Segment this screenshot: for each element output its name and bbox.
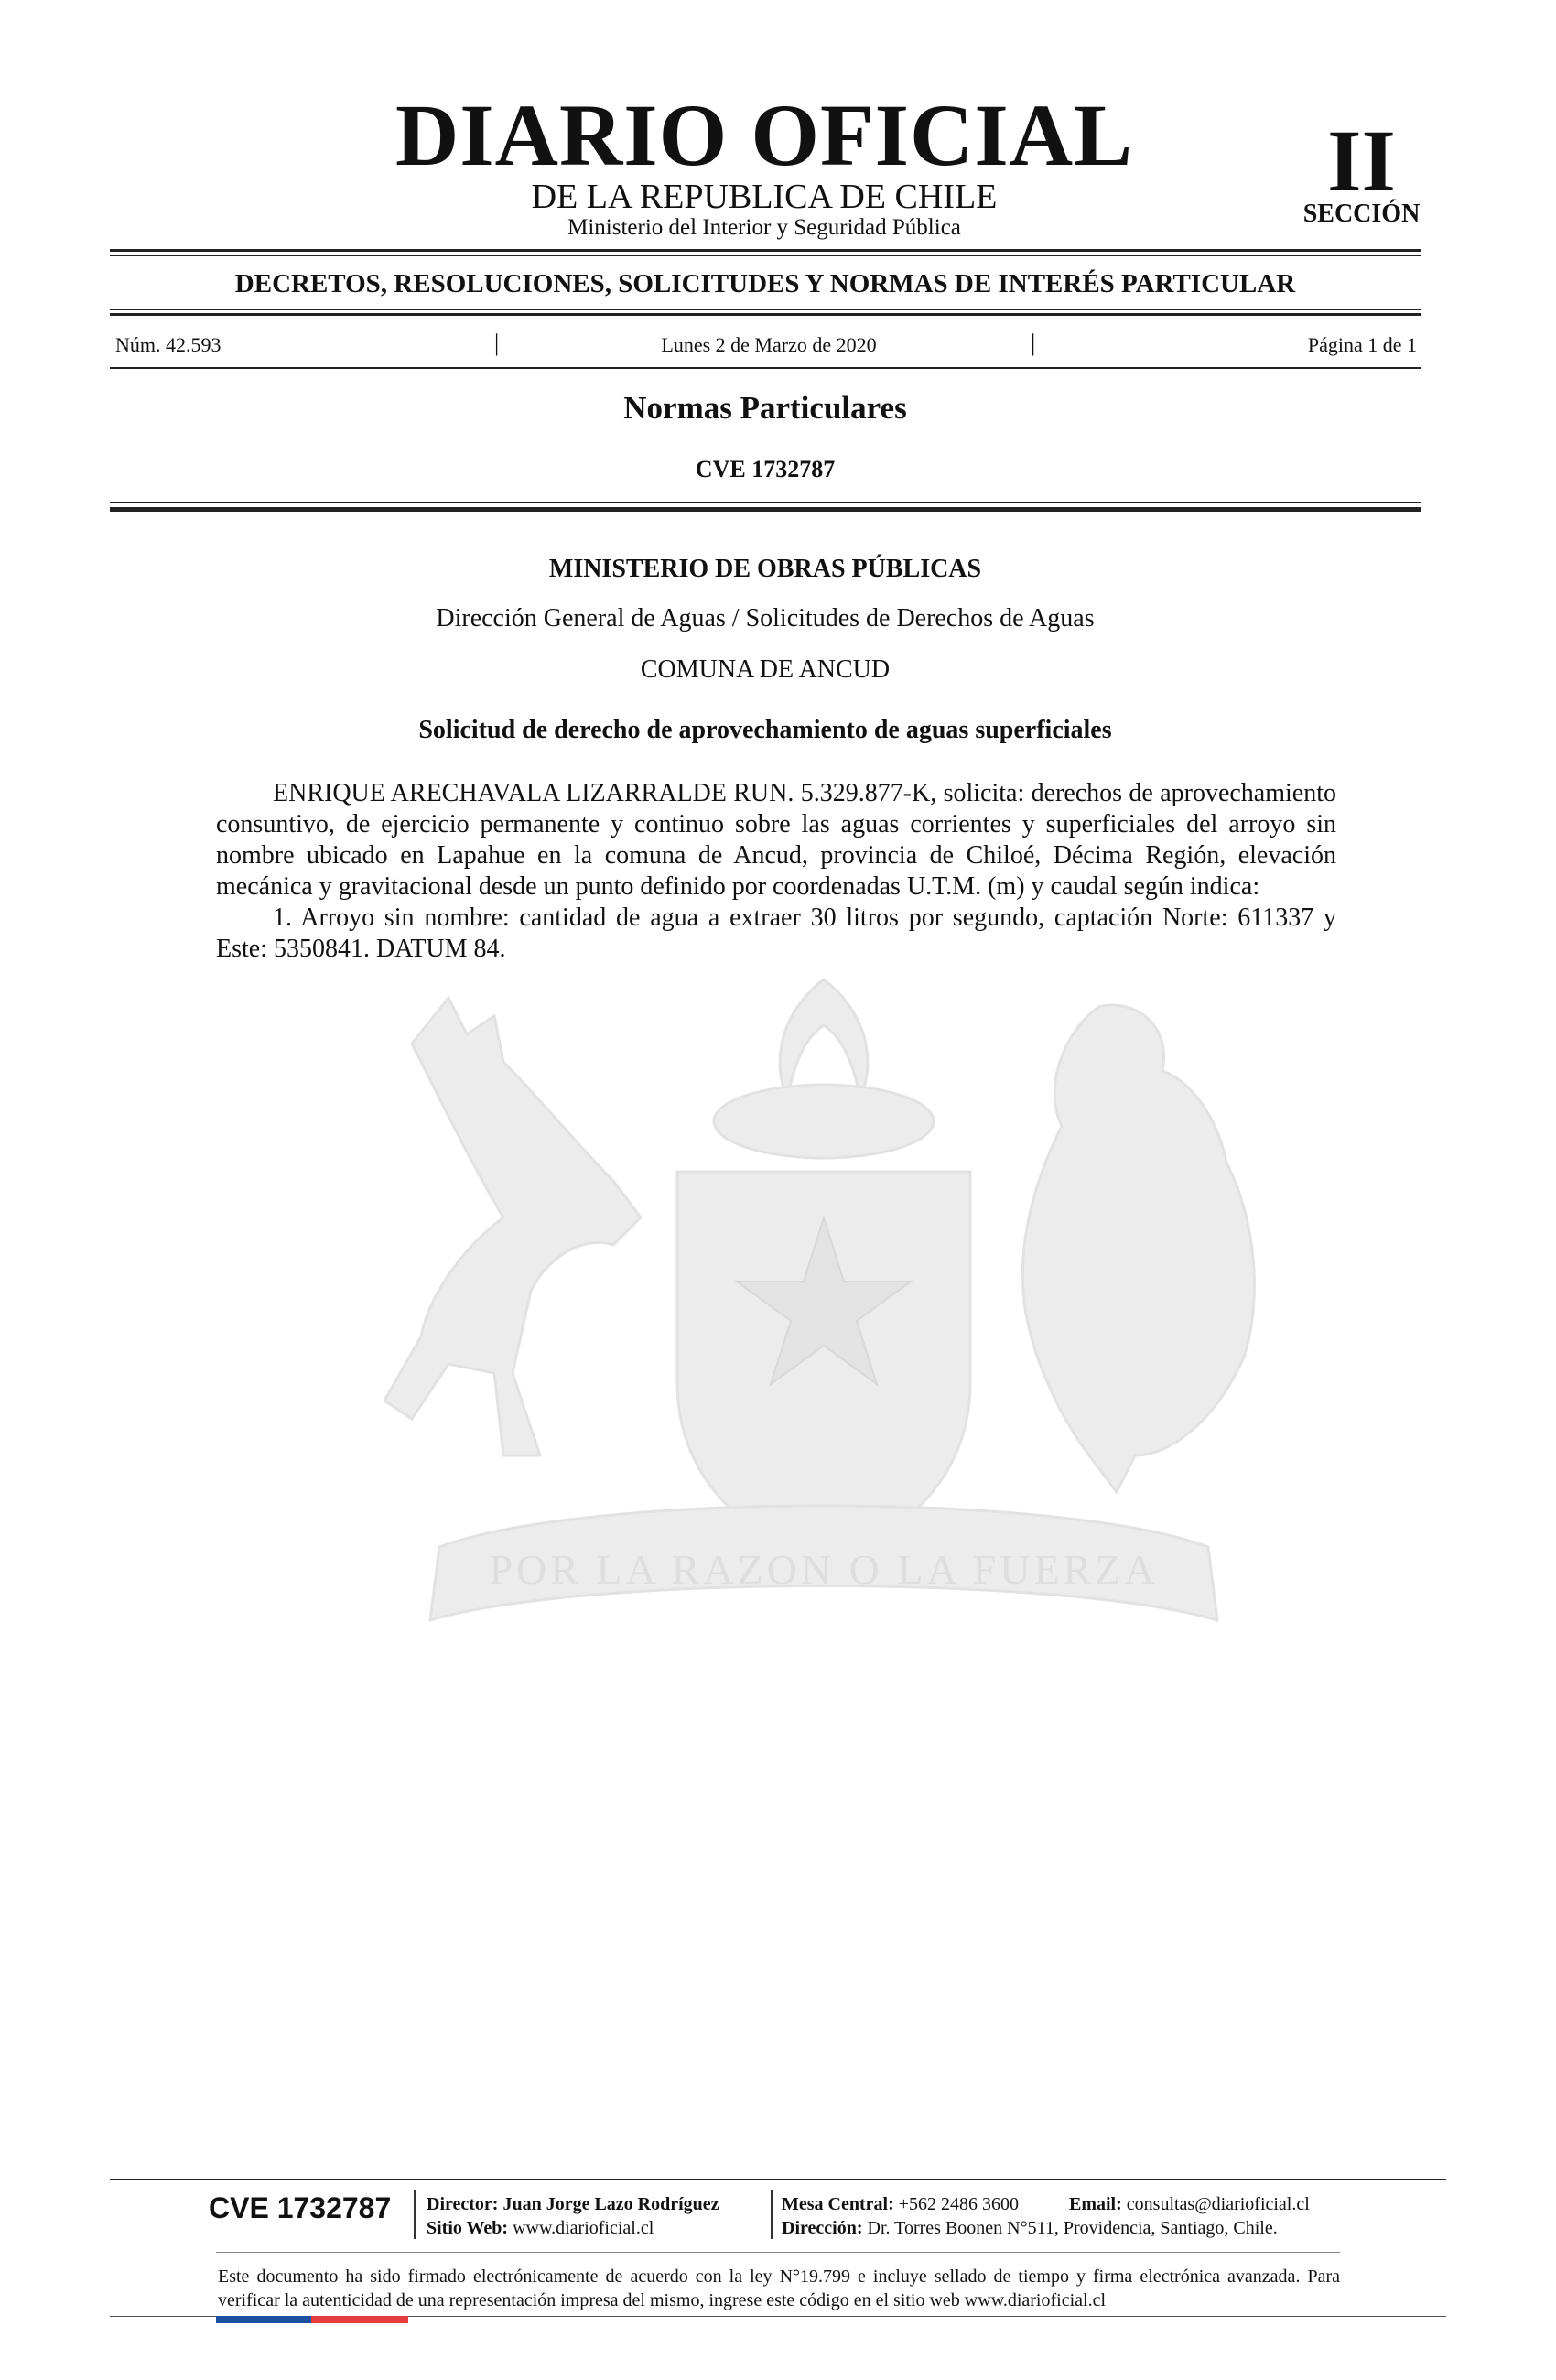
- subject-heading: Solicitud de derecho de aprovechamiento de aguas superficiales: [418, 716, 1112, 744]
- cve-code: CVE 1732787: [695, 456, 836, 482]
- meta-rule: [110, 367, 1421, 369]
- footer-director: [427, 2195, 719, 2213]
- ministry-heading: MINISTERIO DE OBRAS PÚBLICAS: [548, 555, 982, 583]
- masthead-rule-top-thin: [110, 255, 1421, 256]
- header-rule-thick: [110, 507, 1421, 512]
- body-text: [216, 778, 1336, 965]
- footer-divider: [771, 2190, 773, 2239]
- commune-line: COMUNA DE ANCUD: [640, 655, 891, 684]
- email-link[interactable]: consultas@diarioficial.cl: [1126, 2194, 1310, 2214]
- huemul-shape: [384, 998, 641, 1455]
- page-count: Página 1 de 1: [1307, 333, 1417, 356]
- directorate-line: Dirección General de Aguas / Solicitudes de Derechos de Aguas: [436, 604, 1095, 633]
- band-rule-thin: [110, 309, 1421, 310]
- footer-divider: [414, 2190, 416, 2239]
- body-paragraph: ENRIQUE ARECHAVALA LIZARRALDE RUN. 5.329.877-K, solicita: derechos de aprovechamiento consuntivo, de ejercicio permanente y continuo sobre las aguas corrientes y superficiales del arroyo sin nombre ubicado en Lapahue en la comuna de Ancud, provincia de Chiloé, Décima Región, elevación mecánica y gravitacional desde un punto definido por coordenadas U.T.M. (m) y caudal según indica:: [216, 779, 1336, 901]
- web-label: Sitio Web:: [427, 2218, 509, 2238]
- plume-base: [714, 1085, 934, 1158]
- footer-rule-mid: [216, 2252, 1340, 2253]
- address-label: Dirección:: [782, 2218, 863, 2238]
- address-value: Dr. Torres Boonen N°511, Providencia, Santiago, Chile.: [867, 2218, 1278, 2238]
- footer-address: [782, 2219, 1278, 2237]
- flag-stripe-red: [311, 2316, 408, 2323]
- phone-value: +562 2486 3600: [898, 2194, 1020, 2214]
- motto-text: POR LA RAZON O LA FUERZA: [489, 1546, 1159, 1593]
- footer-legal-notice: Este documento ha sido firmado electrónicamente de acuerdo con la ley N°19.799 e incluye sellado de tiempo y firma electrónica avanzada. Para verificar la autenticidad de una representación impresa del mismo, ingrese este código en el sitio web www.diarioficial.cl: [218, 2266, 1340, 2310]
- footer-phone: [782, 2195, 1019, 2213]
- footer-rule-top: [110, 2179, 1446, 2180]
- masthead-ministry: Ministerio del Interior y Seguridad Pública: [567, 215, 961, 240]
- web-link[interactable]: www.diarioficial.cl: [513, 2218, 654, 2238]
- section-title: Normas Particulares: [623, 390, 907, 426]
- footer-cve: CVE 1732787: [209, 2191, 392, 2224]
- section-label: SECCIÓN: [1302, 200, 1421, 228]
- section-number: II: [1327, 112, 1396, 210]
- body-paragraph: 1. Arroyo sin nombre: cantidad de agua a extraer 30 litros por segundo, captación Norte: 611337 y Este: 5350841. DATUM 84.: [216, 903, 1336, 963]
- masthead-rule-top: [110, 249, 1421, 252]
- plume-shape: [780, 979, 868, 1098]
- phone-label: Mesa Central:: [782, 2194, 894, 2214]
- footer-email: [1069, 2195, 1310, 2213]
- meta-separator: |: [1031, 330, 1036, 356]
- director-value: Juan Jorge Lazo Rodríguez: [502, 2194, 719, 2214]
- header-rule-thin: [110, 502, 1421, 503]
- masthead-subtitle: DE LA REPUBLICA DE CHILE: [531, 178, 998, 216]
- director-label: Director:: [427, 2194, 499, 2214]
- band-rule-bottom: [110, 313, 1421, 316]
- coat-of-arms-watermark: [311, 943, 1336, 1693]
- footer-website: [427, 2219, 654, 2237]
- masthead-title: DIARIO OFICIAL: [394, 86, 1134, 184]
- issue-date: Lunes 2 de Marzo de 2020: [661, 333, 877, 356]
- issue-number: Núm. 42.593: [115, 333, 222, 356]
- email-label: Email:: [1069, 2194, 1122, 2214]
- band-title: DECRETOS, RESOLUCIONES, SOLICITUDES Y NORMAS DE INTERÉS PARTICULAR: [234, 269, 1296, 298]
- meta-separator: |: [494, 330, 500, 356]
- condor-shape: [1022, 1005, 1254, 1492]
- flag-stripe-blue: [216, 2316, 311, 2323]
